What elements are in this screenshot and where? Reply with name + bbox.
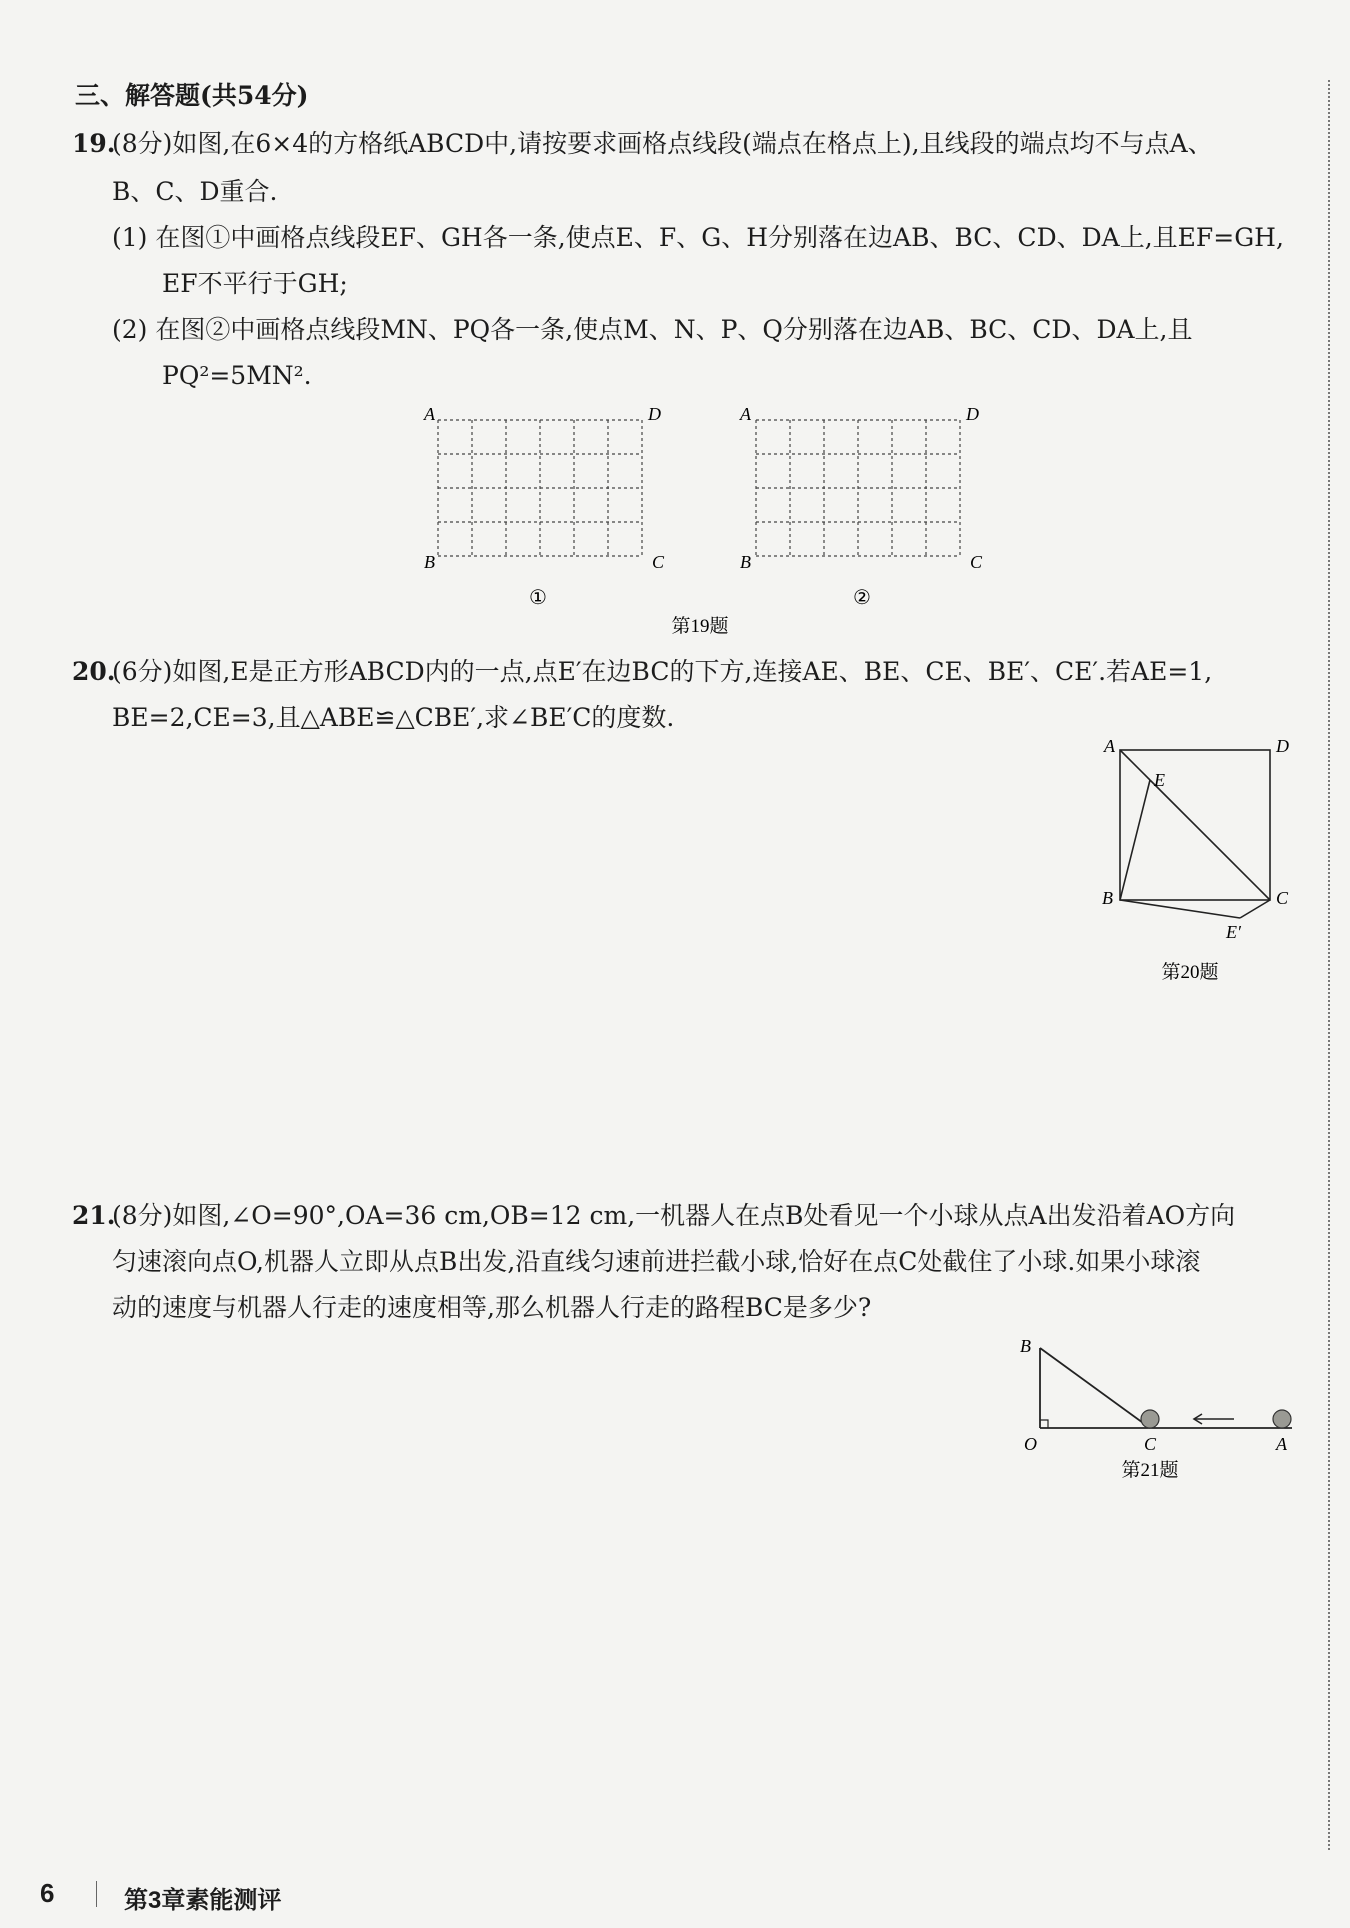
q21-figure bbox=[1010, 1330, 1310, 1480]
grid-1 bbox=[423, 404, 665, 609]
q21-caption: 第21题 bbox=[1121, 1460, 1179, 1480]
q20-label-D: D bbox=[1276, 738, 1289, 756]
q20-caption: 第20题 bbox=[1161, 962, 1219, 983]
chapter-title: 第3章素能测评 bbox=[124, 1887, 282, 1914]
q19-part2-line2: PQ²=5MN². bbox=[162, 361, 312, 390]
grid-2-label-B: B bbox=[740, 552, 751, 572]
section-heading: 三、解答题(共54分) bbox=[75, 81, 309, 110]
q21-line2: 匀速滚向点O,机器人立即从点B出发,沿直线匀速前进拦截小球,恰好在点C处截住了小球.如果小球滚 bbox=[112, 1247, 1201, 1276]
q20-line1: (6分)如图,E是正方形ABCD内的一点,点E′在边BC的下方,连接AE、BE、CE、BE′、CE′.若AE=1, bbox=[112, 657, 1213, 686]
segment-BE bbox=[1120, 780, 1150, 900]
grid-2-lines bbox=[756, 420, 960, 556]
arrow-left-icon bbox=[1194, 1414, 1234, 1424]
q20-label-A: A bbox=[1104, 738, 1115, 756]
q19-line1: (8分)如图,在6×4的方格纸ABCD中,请按要求画格点线段(端点在格点上),且线段的端点均不与点A、 bbox=[112, 129, 1213, 158]
grid-1-number: ① bbox=[529, 587, 547, 609]
q19-part1-line1: (1) 在图①中画格点线段EF、GH各一条,使点E、F、G、H分别落在边AB、BC、CD、DA上,且EF=GH, bbox=[112, 223, 1284, 252]
segment-BE2 bbox=[1120, 900, 1240, 918]
grid-1-label-D: D bbox=[648, 404, 661, 424]
q19-figure bbox=[410, 398, 1010, 638]
grid-2-label-D: D bbox=[966, 404, 979, 424]
segment-AE bbox=[1120, 750, 1150, 780]
grid-2-label-C: C bbox=[970, 552, 983, 572]
ball-at-A bbox=[1273, 1410, 1291, 1428]
segment-BC bbox=[1040, 1348, 1150, 1428]
q21-line3: 动的速度与机器人行走的速度相等,那么机器人行走的路程BC是多少? bbox=[112, 1293, 872, 1322]
grid-1-label-B: B bbox=[424, 552, 435, 572]
footer-divider bbox=[96, 1881, 97, 1907]
grid-2 bbox=[739, 404, 983, 609]
q21-label-O: O bbox=[1024, 1434, 1037, 1454]
q19-part2-line1: (2) 在图②中画格点线段MN、PQ各一条,使点M、N、P、Q分别落在边AB、BC、CD、DA上,且 bbox=[112, 315, 1193, 344]
q21-number: 21. bbox=[72, 1201, 116, 1230]
grid-2-label-A: A bbox=[740, 404, 751, 424]
grid-1-lines bbox=[438, 420, 642, 556]
margin-dotted-rule bbox=[1328, 80, 1330, 1850]
q21-line1: (8分)如图,∠O=90°,OA=36 cm,OB=12 cm,一机器人在点B处看见一个小球从点A出发沿着AO方向 bbox=[112, 1201, 1236, 1230]
q19-part1-line2: EF不平行于GH; bbox=[162, 269, 348, 298]
grid-1-label-C: C bbox=[652, 552, 665, 572]
q19-caption: 第19题 bbox=[671, 616, 729, 637]
q21-label-B: B bbox=[1020, 1336, 1031, 1356]
right-angle-mark bbox=[1040, 1420, 1048, 1428]
q20-label-E: E bbox=[1154, 770, 1165, 790]
ball-at-C bbox=[1141, 1410, 1159, 1428]
q20-line2: BE=2,CE=3,且△ABE≌△CBE′,求∠BE′C的度数. bbox=[112, 703, 675, 732]
grid-1-label-A: A bbox=[424, 404, 435, 424]
q19-line2: B、C、D重合. bbox=[112, 177, 278, 206]
grid-2-number: ② bbox=[853, 587, 871, 609]
segment-CE bbox=[1150, 780, 1270, 900]
q20-label-B: B bbox=[1102, 888, 1113, 908]
q20-label-E-prime: E′ bbox=[1226, 922, 1241, 942]
q21-label-C: C bbox=[1144, 1434, 1157, 1454]
page-number: 6 bbox=[40, 1878, 55, 1908]
q21-label-A: A bbox=[1276, 1434, 1287, 1454]
segment-CE2 bbox=[1240, 900, 1270, 918]
q20-figure bbox=[1090, 738, 1320, 988]
q20-number: 20. bbox=[72, 657, 116, 686]
q20-label-C: C bbox=[1276, 888, 1289, 908]
q19-number: 19. bbox=[72, 129, 116, 158]
